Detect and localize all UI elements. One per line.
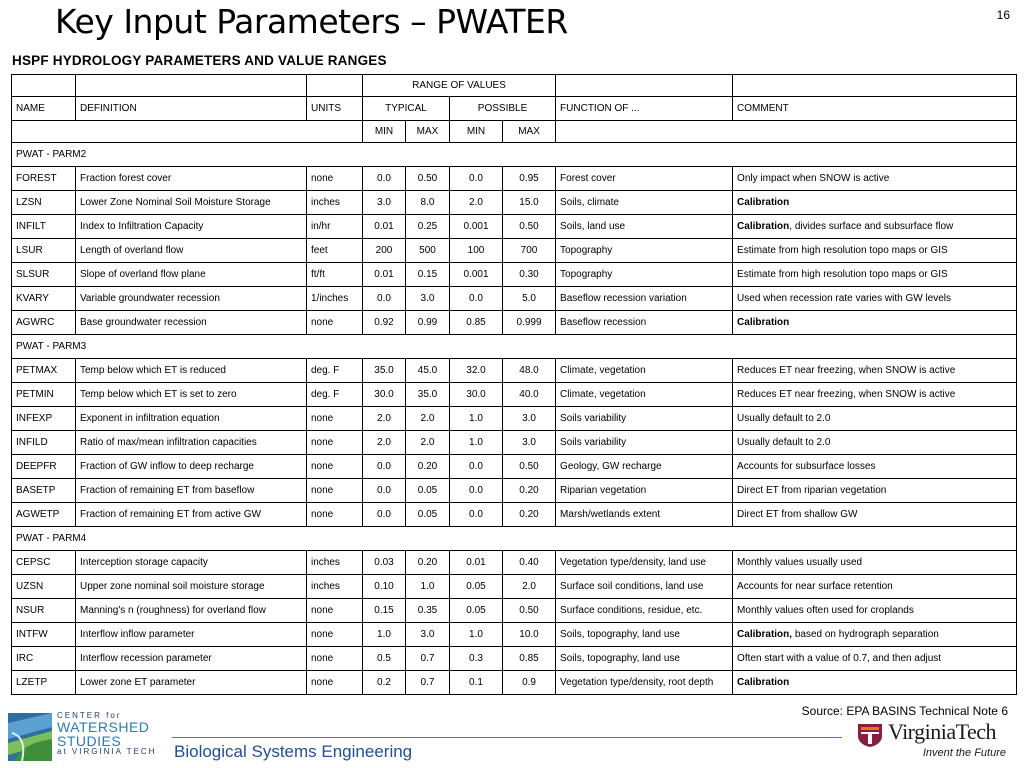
- section-title: PWAT - PARM3: [12, 335, 1017, 359]
- virginia-tech-wordmark: VirginiaTech: [888, 719, 997, 744]
- cell-pmin: 0.0: [450, 479, 503, 503]
- header-row-minmax: [12, 121, 1017, 143]
- cell-tmin: 0.10: [363, 575, 406, 599]
- cell-name: INTFW: [12, 623, 76, 647]
- table-row: [12, 167, 1017, 191]
- section-title: PWAT - PARM4: [12, 527, 1017, 551]
- cell-function: Marsh/wetlands extent: [556, 503, 733, 527]
- table-row: [12, 359, 1017, 383]
- header-cell: [733, 75, 1017, 97]
- cell-name: IRC: [12, 647, 76, 671]
- cell-tmax: 0.20: [406, 551, 450, 575]
- comment-text: Only impact when SNOW is active: [737, 173, 890, 184]
- cell-units: 1/inches: [307, 287, 363, 311]
- cell-definition: Lower Zone Nominal Soil Moisture Storage: [76, 191, 307, 215]
- table-row: [12, 407, 1017, 431]
- cell-units: inches: [307, 191, 363, 215]
- header-typical-max: MAX: [406, 121, 450, 143]
- cell-tmin: 35.0: [363, 359, 406, 383]
- comment-text: , divides surface and subsurface flow: [789, 221, 954, 232]
- cell-name: AGWRC: [12, 311, 76, 335]
- cell-comment: [733, 287, 1017, 311]
- header-cell: [12, 121, 363, 143]
- cell-definition: Interflow recession parameter: [76, 647, 307, 671]
- cell-name: SLSUR: [12, 263, 76, 287]
- cell-tmax: 0.7: [406, 671, 450, 695]
- cell-pmin: 30.0: [450, 383, 503, 407]
- cell-tmin: 0.0: [363, 479, 406, 503]
- header-cell: [12, 75, 76, 97]
- cell-function: Topography: [556, 263, 733, 287]
- cell-tmin: 0.0: [363, 167, 406, 191]
- cell-definition: Temp below which ET is reduced: [76, 359, 307, 383]
- cell-pmax: 0.50: [503, 455, 556, 479]
- comment-text: Monthly values often used for croplands: [737, 605, 914, 616]
- cell-function: Soils, topography, land use: [556, 623, 733, 647]
- cell-definition: Fraction of remaining ET from active GW: [76, 503, 307, 527]
- cell-units: none: [307, 647, 363, 671]
- cell-pmax: 15.0: [503, 191, 556, 215]
- table-row: [12, 623, 1017, 647]
- cell-units: inches: [307, 575, 363, 599]
- cell-tmax: 0.50: [406, 167, 450, 191]
- comment-bold-text: Calibration: [737, 317, 790, 328]
- cell-tmax: 3.0: [406, 623, 450, 647]
- cell-pmax: 0.9: [503, 671, 556, 695]
- header-definition: DEFINITION: [76, 97, 307, 121]
- cell-name: LZSN: [12, 191, 76, 215]
- cell-function: Climate, vegetation: [556, 359, 733, 383]
- cell-name: FOREST: [12, 167, 76, 191]
- cell-pmin: 0.3: [450, 647, 503, 671]
- header-row-main: [12, 97, 1017, 121]
- cell-units: deg. F: [307, 359, 363, 383]
- cell-tmin: 30.0: [363, 383, 406, 407]
- cell-function: Forest cover: [556, 167, 733, 191]
- watershed-logo-icon: [8, 713, 52, 761]
- cell-definition: Index to Infiltration Capacity: [76, 215, 307, 239]
- cell-definition: Ratio of max/mean infiltration capacities: [76, 431, 307, 455]
- cell-tmax: 2.0: [406, 431, 450, 455]
- cell-pmin: 1.0: [450, 431, 503, 455]
- cell-units: none: [307, 455, 363, 479]
- cell-function: Surface soil conditions, land use: [556, 575, 733, 599]
- cell-definition: Exponent in infiltration equation: [76, 407, 307, 431]
- cell-pmax: 0.20: [503, 503, 556, 527]
- comment-text: Estimate from high resolution topo maps or GIS: [737, 245, 948, 256]
- cell-tmax: 45.0: [406, 359, 450, 383]
- header-name: NAME: [12, 97, 76, 121]
- watershed-center-text: [57, 712, 156, 756]
- cell-function: Baseflow recession: [556, 311, 733, 335]
- cell-name: INFEXP: [12, 407, 76, 431]
- cell-tmin: 200: [363, 239, 406, 263]
- cell-function: Climate, vegetation: [556, 383, 733, 407]
- table-row: [12, 503, 1017, 527]
- cell-comment: [733, 455, 1017, 479]
- table-row: [12, 599, 1017, 623]
- cell-units: inches: [307, 551, 363, 575]
- cell-units: in/hr: [307, 215, 363, 239]
- footer-divider: [172, 737, 842, 738]
- cell-pmax: 48.0: [503, 359, 556, 383]
- header-typical-min: MIN: [363, 121, 406, 143]
- header-row-range: [12, 75, 1017, 97]
- header-possible-max: MAX: [503, 121, 556, 143]
- cell-name: DEEPFR: [12, 455, 76, 479]
- cell-definition: Variable groundwater recession: [76, 287, 307, 311]
- cell-units: none: [307, 503, 363, 527]
- cell-function: Riparian vegetation: [556, 479, 733, 503]
- cell-definition: Length of overland flow: [76, 239, 307, 263]
- cell-definition: Fraction of remaining ET from baseflow: [76, 479, 307, 503]
- cell-pmin: 0.001: [450, 263, 503, 287]
- cell-function: Baseflow recession variation: [556, 287, 733, 311]
- cell-pmin: 0.1: [450, 671, 503, 695]
- cell-pmax: 0.40: [503, 551, 556, 575]
- cell-pmax: 2.0: [503, 575, 556, 599]
- section-header-row: [12, 527, 1017, 551]
- cell-tmax: 35.0: [406, 383, 450, 407]
- table-body: [12, 143, 1017, 695]
- cell-units: none: [307, 407, 363, 431]
- table-row: [12, 575, 1017, 599]
- cell-pmin: 0.0: [450, 455, 503, 479]
- cell-definition: Upper zone nominal soil moisture storage: [76, 575, 307, 599]
- cws-line1: CENTER for: [57, 711, 122, 720]
- cell-definition: Lower zone ET parameter: [76, 671, 307, 695]
- cell-pmax: 0.95: [503, 167, 556, 191]
- cell-definition: Interception storage capacity: [76, 551, 307, 575]
- cell-function: Soils, land use: [556, 215, 733, 239]
- cell-function: Vegetation type/density, root depth: [556, 671, 733, 695]
- cell-pmax: 700: [503, 239, 556, 263]
- cell-pmax: 3.0: [503, 407, 556, 431]
- cell-tmax: 1.0: [406, 575, 450, 599]
- cell-pmin: 0.001: [450, 215, 503, 239]
- table-heading: HSPF HYDROLOGY PARAMETERS AND VALUE RANGES: [12, 53, 387, 68]
- table-row: [12, 263, 1017, 287]
- header-typical: TYPICAL: [363, 97, 450, 121]
- cell-tmax: 0.99: [406, 311, 450, 335]
- cell-pmin: 0.0: [450, 503, 503, 527]
- cell-units: none: [307, 311, 363, 335]
- cell-units: none: [307, 479, 363, 503]
- cell-name: CEPSC: [12, 551, 76, 575]
- comment-text: Monthly values usually used: [737, 557, 863, 568]
- comment-text: Usually default to 2.0: [737, 413, 831, 424]
- section-header-row: [12, 143, 1017, 167]
- cell-definition: Interflow inflow parameter: [76, 623, 307, 647]
- cell-name: UZSN: [12, 575, 76, 599]
- comment-bold-text: Calibration: [737, 677, 790, 688]
- cell-name: BASETP: [12, 479, 76, 503]
- cell-comment: [733, 407, 1017, 431]
- cell-comment: [733, 503, 1017, 527]
- cell-comment: [733, 575, 1017, 599]
- cell-units: none: [307, 431, 363, 455]
- cell-name: LZETP: [12, 671, 76, 695]
- table-row: [12, 647, 1017, 671]
- cell-pmax: 10.0: [503, 623, 556, 647]
- cws-line4: at VIRGINIA TECH: [57, 747, 157, 756]
- cell-definition: Slope of overland flow plane: [76, 263, 307, 287]
- source-citation: Source: EPA BASINS Technical Note 6: [801, 704, 1008, 718]
- header-cell: [556, 75, 733, 97]
- cell-comment: [733, 599, 1017, 623]
- cws-line2: WATERSHED: [57, 719, 150, 735]
- cell-comment: [733, 383, 1017, 407]
- cell-tmax: 2.0: [406, 407, 450, 431]
- cell-function: Soils variability: [556, 407, 733, 431]
- cell-comment: [733, 167, 1017, 191]
- cws-line3: STUDIES: [57, 733, 122, 749]
- cell-function: Topography: [556, 239, 733, 263]
- cell-comment: [733, 191, 1017, 215]
- table-row: [12, 431, 1017, 455]
- cell-function: Soils, topography, land use: [556, 647, 733, 671]
- cell-name: PETMIN: [12, 383, 76, 407]
- cell-pmin: 0.0: [450, 167, 503, 191]
- cell-tmax: 0.25: [406, 215, 450, 239]
- cell-function: Geology, GW recharge: [556, 455, 733, 479]
- cell-pmax: 0.50: [503, 599, 556, 623]
- table-row: [12, 239, 1017, 263]
- cell-function: Surface conditions, residue, etc.: [556, 599, 733, 623]
- cell-pmax: 0.50: [503, 215, 556, 239]
- comment-text: Accounts for near surface retention: [737, 581, 893, 592]
- comment-text: Estimate from high resolution topo maps or GIS: [737, 269, 948, 280]
- cell-units: deg. F: [307, 383, 363, 407]
- cell-pmax: 3.0: [503, 431, 556, 455]
- cell-pmin: 2.0: [450, 191, 503, 215]
- table-row: [12, 383, 1017, 407]
- cell-pmin: 1.0: [450, 407, 503, 431]
- cell-tmin: 0.03: [363, 551, 406, 575]
- cell-tmin: 0.5: [363, 647, 406, 671]
- cell-definition: Temp below which ET is set to zero: [76, 383, 307, 407]
- cell-name: INFILT: [12, 215, 76, 239]
- virginia-tech-shield-icon: [856, 722, 884, 748]
- parameters-table: [11, 74, 1017, 695]
- cell-tmax: 0.7: [406, 647, 450, 671]
- table-row: [12, 455, 1017, 479]
- cell-name: INFILD: [12, 431, 76, 455]
- cell-pmin: 0.05: [450, 599, 503, 623]
- slide-title: Key Input Parameters – PWATER: [55, 2, 568, 41]
- cell-comment: [733, 215, 1017, 239]
- cell-function: Vegetation type/density, land use: [556, 551, 733, 575]
- cell-name: AGWETP: [12, 503, 76, 527]
- cell-comment: [733, 431, 1017, 455]
- cell-tmin: 0.01: [363, 263, 406, 287]
- cell-comment: [733, 623, 1017, 647]
- cell-pmax: 0.30: [503, 263, 556, 287]
- cell-definition: Base groundwater recession: [76, 311, 307, 335]
- cell-tmin: 0.2: [363, 671, 406, 695]
- comment-text: Accounts for subsurface losses: [737, 461, 876, 472]
- table-row: [12, 479, 1017, 503]
- header-comment: COMMENT: [733, 97, 1017, 121]
- cell-tmin: 2.0: [363, 407, 406, 431]
- cell-tmin: 0.15: [363, 599, 406, 623]
- cell-tmax: 8.0: [406, 191, 450, 215]
- cell-comment: [733, 311, 1017, 335]
- comment-bold-text: Calibration: [737, 197, 790, 208]
- cell-tmin: 0.0: [363, 287, 406, 311]
- cell-pmax: 0.85: [503, 647, 556, 671]
- cell-tmin: 2.0: [363, 431, 406, 455]
- header-range-of-values: RANGE OF VALUES: [363, 75, 556, 97]
- slide-number: 16: [996, 8, 1010, 22]
- comment-bold-text: Calibration,: [737, 629, 793, 640]
- cell-pmin: 1.0: [450, 623, 503, 647]
- cell-comment: [733, 239, 1017, 263]
- cell-name: PETMAX: [12, 359, 76, 383]
- table-row: [12, 191, 1017, 215]
- header-function-of: FUNCTION OF ...: [556, 97, 733, 121]
- cell-function: Soils variability: [556, 431, 733, 455]
- cell-tmin: 0.92: [363, 311, 406, 335]
- table-row: [12, 551, 1017, 575]
- cell-tmin: 1.0: [363, 623, 406, 647]
- cell-tmin: 0.01: [363, 215, 406, 239]
- table-row: [12, 311, 1017, 335]
- header-possible: POSSIBLE: [450, 97, 556, 121]
- cell-pmax: 0.20: [503, 479, 556, 503]
- cell-comment: [733, 551, 1017, 575]
- comment-text: Often start with a value of 0.7, and then adjust: [737, 653, 942, 664]
- cell-units: none: [307, 623, 363, 647]
- comment-text: Reduces ET near freezing, when SNOW is active: [737, 389, 956, 400]
- cell-pmin: 32.0: [450, 359, 503, 383]
- cell-pmax: 5.0: [503, 287, 556, 311]
- cell-definition: Fraction forest cover: [76, 167, 307, 191]
- comment-text: Reduces ET near freezing, when SNOW is active: [737, 365, 956, 376]
- cell-name: NSUR: [12, 599, 76, 623]
- comment-text: Used when recession rate varies with GW levels: [737, 293, 952, 304]
- virginia-tech-tagline: Invent the Future: [922, 747, 1006, 759]
- cell-tmin: 0.0: [363, 503, 406, 527]
- cell-pmin: 0.85: [450, 311, 503, 335]
- comment-text: Direct ET from shallow GW: [737, 509, 858, 520]
- cell-tmax: 0.35: [406, 599, 450, 623]
- cell-pmin: 0.01: [450, 551, 503, 575]
- cell-units: none: [307, 167, 363, 191]
- cell-tmin: 0.0: [363, 455, 406, 479]
- header-cell: [76, 75, 307, 97]
- table-row: [12, 671, 1017, 695]
- cell-comment: [733, 359, 1017, 383]
- cell-tmax: 0.05: [406, 503, 450, 527]
- section-title: PWAT - PARM2: [12, 143, 1017, 167]
- cell-units: none: [307, 599, 363, 623]
- cell-pmax: 0.999: [503, 311, 556, 335]
- cell-tmax: 500: [406, 239, 450, 263]
- cell-units: none: [307, 671, 363, 695]
- comment-text: Direct ET from riparian vegetation: [737, 485, 887, 496]
- header-cell: [307, 75, 363, 97]
- cell-name: KVARY: [12, 287, 76, 311]
- comment-text: Usually default to 2.0: [737, 437, 831, 448]
- cell-function: Soils, climate: [556, 191, 733, 215]
- header-cell: [556, 121, 1017, 143]
- table-row: [12, 215, 1017, 239]
- cell-tmax: 3.0: [406, 287, 450, 311]
- cell-comment: [733, 647, 1017, 671]
- cell-comment: [733, 263, 1017, 287]
- cell-tmax: 0.05: [406, 479, 450, 503]
- cell-tmax: 0.20: [406, 455, 450, 479]
- cell-tmax: 0.15: [406, 263, 450, 287]
- cell-pmax: 40.0: [503, 383, 556, 407]
- cell-pmin: 0.0: [450, 287, 503, 311]
- cell-tmin: 3.0: [363, 191, 406, 215]
- cell-definition: Manning's n (roughness) for overland flow: [76, 599, 307, 623]
- cell-pmin: 0.05: [450, 575, 503, 599]
- section-header-row: [12, 335, 1017, 359]
- cell-definition: Fraction of GW inflow to deep recharge: [76, 455, 307, 479]
- cell-comment: [733, 479, 1017, 503]
- comment-bold-text: Calibration: [737, 221, 790, 232]
- comment-text: based on hydrograph separation: [792, 629, 939, 640]
- cell-units: feet: [307, 239, 363, 263]
- cell-pmin: 100: [450, 239, 503, 263]
- header-units: UNITS: [307, 97, 363, 121]
- department-name: Biological Systems Engineering: [174, 742, 413, 761]
- header-possible-min: MIN: [450, 121, 503, 143]
- cell-name: LSUR: [12, 239, 76, 263]
- cell-comment: [733, 671, 1017, 695]
- cell-units: ft/ft: [307, 263, 363, 287]
- table-row: [12, 287, 1017, 311]
